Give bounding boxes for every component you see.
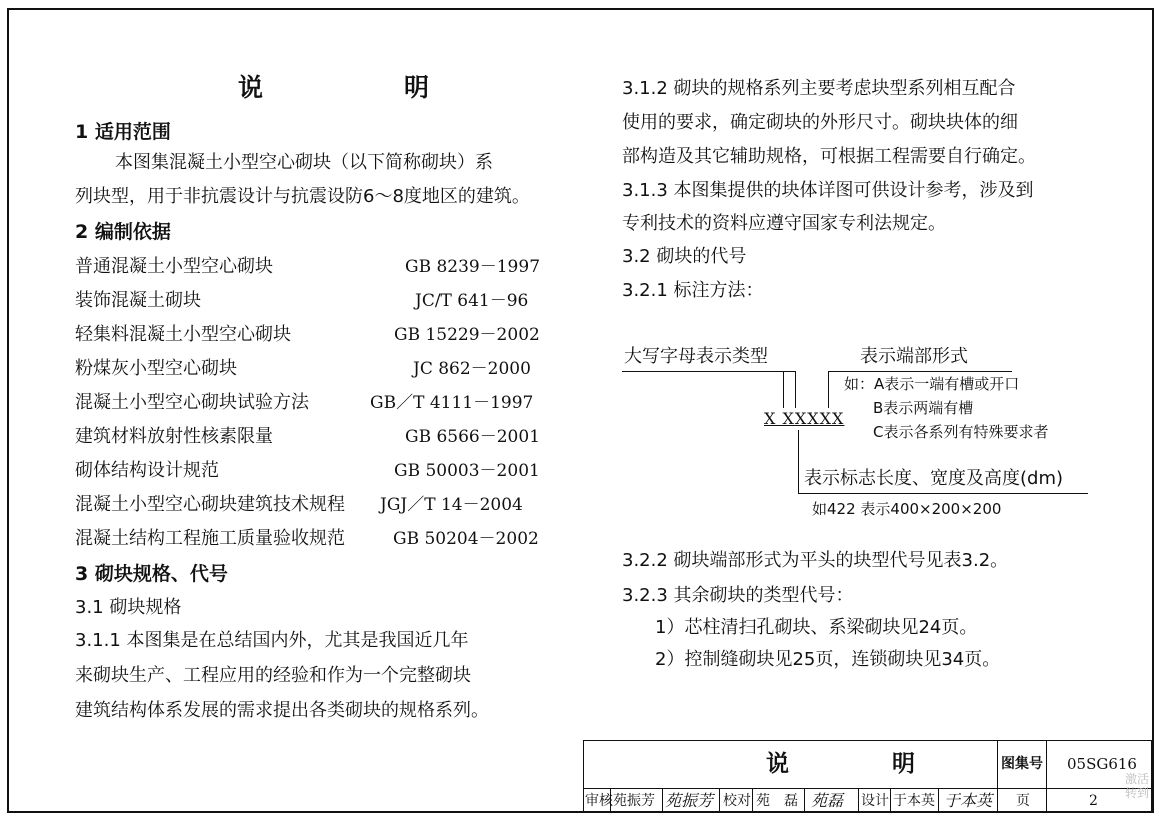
- page-label-cell: [997, 788, 1047, 813]
- para-3-2-3-item-1: 1）芯柱清扫孔砌块、系梁砌块见24页。: [655, 617, 978, 638]
- section-3-2-heading: 3.2 砌块的代号: [622, 246, 747, 267]
- check-label: 校对: [723, 793, 751, 809]
- checker-cell: [752, 788, 805, 813]
- design-label: 设计: [861, 793, 889, 809]
- para-3-1-3-line-1: 3.1.3 本图集提供的块体详图可供设计参考，涉及到: [622, 180, 1034, 201]
- reviewer-signature: 苑振芳: [665, 791, 714, 810]
- para-3-1-3-line-2: 专利技术的资料应遵守国家专利法规定。: [622, 213, 946, 234]
- diagram-line: [828, 371, 1012, 372]
- diagram-line: [622, 371, 796, 372]
- para-3-1-2-line-2: 使用的要求，确定砌块的外形尺寸。砌块块体的细: [622, 112, 1018, 133]
- page-number: 2: [1089, 793, 1098, 809]
- reference-code: GB 15229－2002: [394, 325, 540, 345]
- para-3-1-1-line-1: 3.1.1 本图集是在总结国内外，尤其是我国近几年: [75, 630, 469, 651]
- section-1-heading: 1 适用范围: [75, 121, 171, 143]
- diagram-code: X XXXXX: [764, 409, 845, 428]
- title-block-title-cell: [583, 740, 998, 789]
- designer-signature-cell: [938, 788, 998, 813]
- page-title: 说 明: [238, 73, 488, 102]
- para-3-1-2-line-3: 部构造及其它辅助规格，可根据工程需要自行确定。: [622, 146, 1036, 167]
- reference-name: 建筑材料放射性核素限量: [75, 426, 273, 447]
- diagram-line: [798, 493, 1088, 494]
- diagram-line: [795, 371, 796, 408]
- diagram-line: [798, 430, 799, 494]
- check-label-cell: [719, 788, 753, 813]
- designer-cell: [890, 788, 939, 813]
- reference-name: 砌体结构设计规范: [75, 460, 219, 481]
- section-3-1-heading: 3.1 砌块规格: [75, 597, 182, 618]
- checker-signature-cell: [804, 788, 859, 813]
- diagram-end-example-1: 如：A表示一端有槽或开口: [844, 375, 1020, 393]
- section-1-text-line-2: 列块型，用于非抗震设计与抗震设防6～8度地区的建筑。: [75, 186, 530, 207]
- section-1-text-line-1: 本图集混凝土小型空心砌块（以下简称砌块）系: [115, 152, 493, 173]
- reference-code: GB／T 4111－1997: [370, 393, 534, 413]
- diagram-label-type: 大写字母表示类型: [624, 346, 768, 367]
- designer-signature: 于本英: [944, 791, 993, 810]
- reference-code: GB 8239－1997: [405, 257, 541, 277]
- designer-name: 于本英: [893, 793, 935, 809]
- checker-name: 苑 磊: [756, 793, 798, 809]
- diagram-end-example-2: B表示两端有槽: [873, 399, 974, 417]
- design-label-cell: [858, 788, 891, 813]
- para-3-1-1-line-2: 来砌块生产、工程应用的经验和作为一个完整砌块: [75, 665, 471, 686]
- reference-name: 装饰混凝土砌块: [75, 290, 201, 311]
- diagram-end-example-3: C表示各系列有特殊要求者: [873, 423, 1049, 441]
- title-block: [583, 740, 1152, 813]
- atlas-number: 05SG616: [1067, 755, 1137, 773]
- reference-code: JC 862－2000: [413, 359, 531, 379]
- reviewer-signature-cell: [662, 788, 720, 813]
- diagram-size-example: 如422 表示400×200×200: [812, 500, 1002, 518]
- reference-code: JGJ／T 14－2004: [380, 495, 523, 515]
- review-label-cell: [583, 788, 611, 813]
- reviewer-name: 苑振芳: [613, 793, 655, 809]
- atlas-label-cell: [997, 740, 1047, 789]
- reference-code: GB 50204－2002: [393, 529, 539, 549]
- para-3-2-3-item-2: 2）控制缝砌块见25页，连锁砌块见34页。: [655, 649, 1001, 670]
- reference-code: GB 50003－2001: [394, 461, 540, 481]
- watermark: 激活 转到: [1125, 772, 1150, 801]
- reference-name: 混凝土小型空心砌块试验方法: [75, 392, 309, 413]
- reference-name: 普通混凝土小型空心砌块: [75, 256, 273, 277]
- para-3-2-2: 3.2.2 砌块端部形式为平头的块型代号见表3.2。: [622, 550, 1009, 571]
- reference-code: GB 6566－2001: [405, 427, 541, 447]
- para-3-2-3: 3.2.3 其余砌块的类型代号：: [622, 585, 854, 606]
- diagram-label-end: 表示端部形式: [860, 346, 968, 367]
- checker-signature: 苑磊: [811, 791, 844, 810]
- reviewer-cell: [610, 788, 663, 813]
- diagram-label-size: 表示标志长度、宽度及高度(dm): [804, 468, 1064, 489]
- para-3-2-1: 3.2.1 标注方法：: [622, 280, 764, 301]
- reference-name: 混凝土结构工程施工质量验收规范: [75, 528, 345, 549]
- diagram-line: [783, 371, 784, 408]
- page-label: 页: [1016, 793, 1030, 809]
- diagram-line: [828, 371, 829, 408]
- reference-code: JC/T 641－96: [415, 291, 529, 311]
- section-3-heading: 3 砌块规格、代号: [75, 563, 228, 585]
- reference-name: 混凝土小型空心砌块建筑技术规程: [75, 494, 345, 515]
- section-2-heading: 2 编制依据: [75, 221, 171, 243]
- para-3-1-1-line-3: 建筑结构体系发展的需求提出各类砌块的规格系列。: [75, 700, 489, 721]
- para-3-1-2-line-1: 3.1.2 砌块的规格系列主要考虑块型系列相互配合: [622, 78, 1016, 99]
- title-block-title: 说 明: [766, 751, 955, 777]
- reference-name: 粉煤灰小型空心砌块: [75, 358, 237, 379]
- reference-name: 轻集料混凝土小型空心砌块: [75, 324, 291, 345]
- atlas-label: 图集号: [1001, 756, 1043, 772]
- review-label: 审核: [585, 793, 613, 809]
